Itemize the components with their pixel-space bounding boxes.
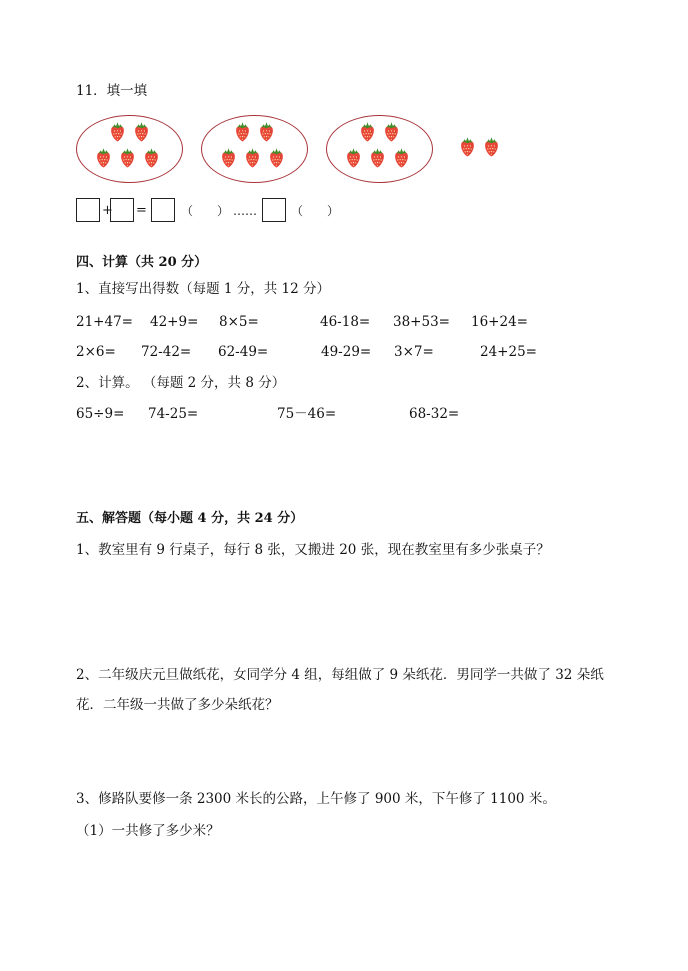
strawberry-icon xyxy=(346,147,361,168)
calc-r3-3: 75－46= xyxy=(277,406,337,422)
calc-r1-6: 16+24= xyxy=(471,314,528,330)
unit-paren-1: （ ） xyxy=(181,204,230,218)
answer-box-4[interactable] xyxy=(262,198,286,222)
strawberry-icon xyxy=(120,147,135,168)
strawberry-icon xyxy=(110,121,125,142)
strawberry-icon xyxy=(370,147,385,168)
calc-r2-1: 2×6= xyxy=(76,344,116,360)
section5-q3-sub1: （1）一共修了多少米？ xyxy=(76,823,220,839)
calc-r3-1: 65÷9= xyxy=(76,406,125,422)
calc-r2-4: 49-29= xyxy=(321,344,372,360)
strawberry-icon xyxy=(96,147,111,168)
plus-sign: + xyxy=(102,203,113,218)
strawberry-icon xyxy=(235,121,250,142)
strawberry-icon xyxy=(134,121,149,142)
section5-q1: 1、教室里有 9 行桌子，每行 8 张，又搬进 20 张，现在教室里有多少张桌子？ xyxy=(76,542,550,558)
unit-paren-2: （ ） xyxy=(291,204,340,218)
q11-title: 11．填一填 xyxy=(76,83,148,99)
calc-r1-1: 21+47= xyxy=(76,314,133,330)
calc-r1-5: 38+53= xyxy=(393,314,450,330)
answer-box-1[interactable] xyxy=(76,198,100,222)
strawberry-icon xyxy=(245,147,260,168)
section4-title: 四、计算（共 20 分） xyxy=(76,255,208,270)
calc-r2-3: 62-49= xyxy=(218,344,269,360)
calc-r2-6: 24+25= xyxy=(480,344,537,360)
calc-r1-4: 46-18= xyxy=(320,314,371,330)
section4-part2-title: 2、计算。 （每题 2 分，共 8 分） xyxy=(76,375,286,391)
strawberry-icon xyxy=(144,147,159,168)
section5-q2-line2: 花．二年级一共做了多少朵纸花？ xyxy=(76,697,279,713)
section5-q2-line1: 2、二年级庆元旦做纸花，女同学分 4 组，每组做了 9 朵纸花．男同学一共做了 32 朵纸 xyxy=(76,667,604,683)
answer-box-3[interactable] xyxy=(151,198,175,222)
strawberry-icon xyxy=(269,147,284,168)
calc-r1-3: 8×5= xyxy=(219,314,259,330)
section4-part1-title: 1、直接写出得数（每题 1 分，共 12 分） xyxy=(76,281,331,297)
calc-r3-4: 68-32= xyxy=(409,406,460,422)
strawberry-icon xyxy=(221,147,236,168)
calc-r1-2: 42+9= xyxy=(150,314,199,330)
calc-r2-2: 72-42= xyxy=(141,344,192,360)
section5-title: 五、解答题（每小题 4 分，共 24 分） xyxy=(76,511,304,526)
strawberry-icon xyxy=(484,136,499,157)
strawberry-icon xyxy=(360,121,375,142)
section5-q3: 3、修路队要修一条 2300 米长的公路，上午修了 900 米，下午修了 1100 米。 xyxy=(76,791,556,807)
equals-sign: = xyxy=(136,203,147,218)
calc-r2-5: 3×7= xyxy=(394,344,434,360)
strawberry-icon xyxy=(259,121,274,142)
answer-box-2[interactable] xyxy=(110,198,134,222)
calc-r3-2: 74-25= xyxy=(148,406,199,422)
strawberry-icon xyxy=(394,147,409,168)
strawberry-icon xyxy=(384,121,399,142)
strawberry-icon xyxy=(460,136,475,157)
remainder-dots: …… xyxy=(233,204,257,218)
